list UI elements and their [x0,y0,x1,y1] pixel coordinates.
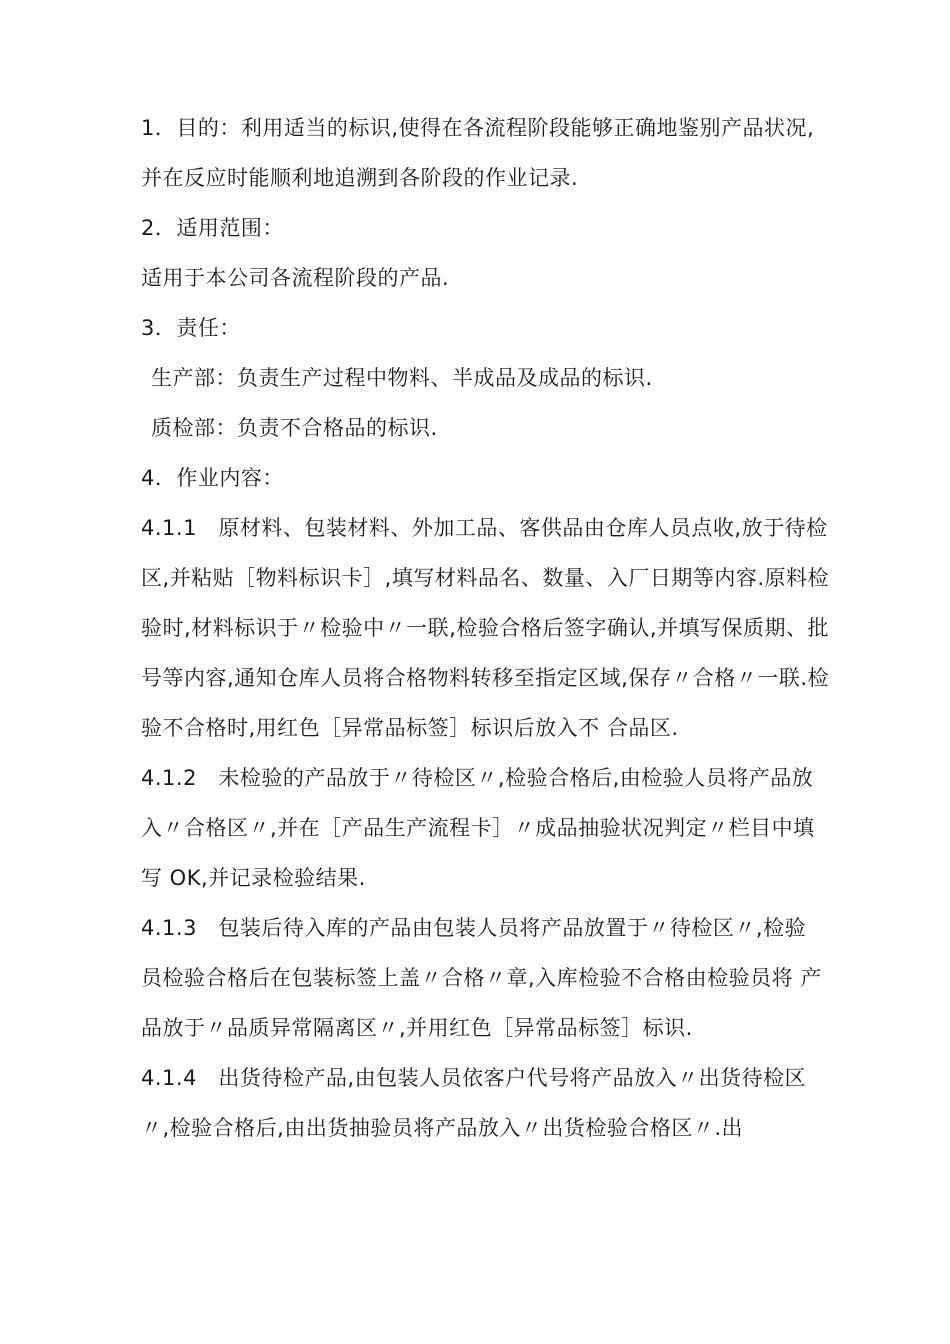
paragraph-4-1-1: 4.1.1 原材料、包装材料、外加工品、客供品由仓库人员点收,放于待检区,并粘贴［物料标识卡］,填写材料品名、数量、入厂日期等内容.原料检验时,材料标识于〃检验中〃一联,检验合格后签字确认,并填写保质期、批号等内容,通知仓库人员将合格物料转移至指定区域,保存〃合格〃一联.检验不合格时,用红色［异常品标签］标识后放入不 合品区. [141,516,830,740]
paragraph-scope: 适用于本公司各流程阶段的产品. [141,266,450,290]
heading-responsibility: 3．责任： [141,316,241,340]
document-body [141,103,831,1153]
heading-work-content: 4．作业内容： [141,466,284,490]
paragraph-4-1-2: 4.1.2 未检验的产品放于〃待检区〃,检验合格后,由检验人员将产品放 入〃合格区〃,并在［产品生产流程卡］〃成品抽验状况判定〃栏目中填写 OK,并记录检验结果. [141,766,815,890]
paragraph-purpose: 1．目的：利用适当的标识,使得在各流程阶段能够正确地鉴别产品状况,并在反应时能顺利地追溯到各阶段的作业记录. [141,116,815,190]
paragraph-4-1-3: 4.1.3 包装后待入库的产品由包装人员将产品放置于〃待检区〃,检验 员检验合格后在包装标签上盖〃合格〃章,入库检验不合格由检验员将 产品放于〃品质异常隔离区〃,并用红色［异常品标签］标识. [141,916,822,1040]
paragraph-4-1-4: 4.1.4 出货待检产品,由包装人员依客户代号将产品放入〃出货待检区〃,检验合格后,由出货抽验员将产品放入〃出货检验合格区〃.出 [141,1066,807,1140]
heading-scope: 2．适用范围： [141,216,284,240]
paragraph-qc-dept: 质检部：负责不合格品的标识. [151,416,438,440]
paragraph-production-dept: 生产部：负责生产过程中物料、半成品及成品的标识. [151,366,653,390]
